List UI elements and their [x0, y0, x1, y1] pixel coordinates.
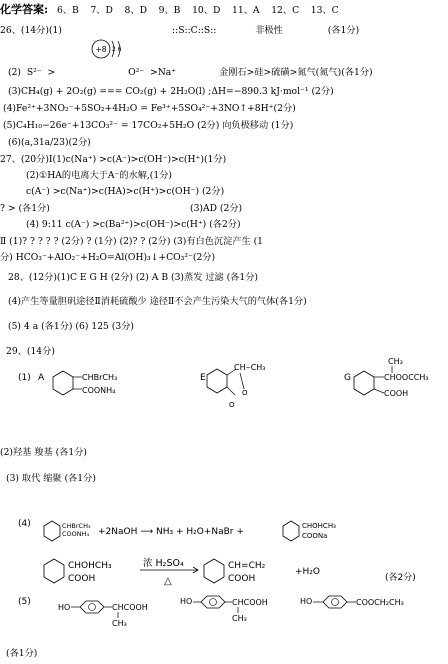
eq2-sub1: CHOHCH₃ — [68, 561, 112, 571]
choice-answers: 6、B 7、D 8、D 9、B 10、D 11、A 12、C 13、C — [56, 5, 339, 16]
q27-l5: (3)AD (2分) — [190, 203, 243, 214]
eq2-p1: CH=CH₂ — [228, 561, 266, 571]
eq2-sub2: COOH — [68, 574, 96, 584]
struct-a — [53, 371, 117, 395]
q26-p2 — [8, 67, 373, 79]
cs2-polarity: 非极性 — [255, 25, 283, 36]
q29-label5: (5) — [18, 597, 31, 607]
q26-p5: (5)C₄H₁₀−26e⁻+13CO₃²⁻ = 17CO₂+5H₂O (2分) 向负极移动 (1分) — [3, 120, 294, 131]
cs2-line — [172, 25, 359, 37]
s5b-left: HO — [180, 597, 193, 606]
eq1-sub2: COONH₄ — [62, 530, 90, 538]
struct-g-sub1: CH₃ — [388, 357, 403, 366]
struct-g-sub3: COOH — [384, 389, 409, 398]
eq2-reactant — [44, 559, 112, 584]
q28-l3: (5) 4 a (各1分) (6) 125 (3分) — [8, 321, 135, 332]
struct-g-sub2: CHOOCCH₃ — [384, 373, 429, 382]
q26-score1: (各1分) — [327, 25, 360, 36]
answer-header — [0, 4, 339, 17]
q29-structures — [0, 355, 448, 415]
struct-e — [207, 363, 266, 409]
q28-l2: (4)产生等量胆矾途径Ⅱ消耗硫酸少 途径Ⅱ不会产生污染大气的气体(各1分) — [8, 296, 307, 307]
q29-p3: (3) 取代 缩聚 (各1分) — [6, 473, 96, 484]
answer-title: 化学答案: — [0, 3, 49, 16]
s5b-ring — [201, 596, 225, 608]
eq1-sub1: CHBrCH₃ — [62, 522, 91, 530]
s5a-right: CHCOOH — [112, 603, 148, 612]
struct-a-sub1: CHBrCH₃ — [82, 373, 118, 382]
q29-equations — [0, 512, 448, 594]
struct-g-label: G — [344, 373, 351, 383]
q26-p2-b: O²⁻ >Na⁺ — [128, 67, 177, 78]
struct-g-ring — [354, 371, 374, 395]
s5c-left: HO — [300, 597, 313, 606]
eq2-plus-water: +H₂O — [295, 567, 321, 577]
q29-final-score: (各1分) — [6, 648, 38, 659]
q29-p2: (2)羟基 羧基 (各1分) — [0, 447, 87, 458]
struct-e-sub1: CH‒CH₃ — [234, 363, 266, 372]
q29-label4: (4) — [18, 519, 31, 529]
q27-l4: ? > (各1分) — [0, 203, 50, 214]
cs2-electron-formula: ::S::C::S:: — [172, 25, 217, 36]
eq1-product — [283, 521, 336, 541]
q28-l1: 28、(12分)(1)C E G H (2分) (2) A B (3)蒸发 过滤 (各1分) — [8, 272, 258, 283]
eq2-product — [204, 559, 266, 584]
struct-e-sub2: O — [242, 389, 248, 397]
nucleus-charge: +8 — [95, 45, 107, 54]
struct-a-label: A — [38, 373, 45, 383]
q27-l6: (4) 9:11 c(A⁻) >c(Ba²⁺)>c(OH⁻)>c(H⁺) (各2分) — [26, 219, 241, 230]
eq1-sub4: COONa — [302, 532, 328, 540]
eq2-score: (各2分) — [385, 573, 416, 583]
s5a-left: HO — [58, 603, 71, 612]
q26-p2-c: 金刚石>硅>硫磺>氮气(氮气)(各1分) — [219, 67, 373, 78]
s5a-ring — [80, 601, 104, 613]
q26-p4: (4)Fe²⁺+3NO₂⁻+5SO₂+4H₂O = Fe³⁺+5SO₄²⁻+3NO↑+8H⁺(2分) — [3, 103, 296, 114]
s5b-bottom: CH₃ — [232, 614, 247, 623]
eq1-reactant — [44, 521, 91, 541]
oxygen-atom-diagram — [90, 38, 130, 62]
s5b-right: CHCOOH — [232, 598, 268, 607]
s5c-right: COOCH₂CH₃ — [356, 598, 404, 607]
struct-e-label: E — [200, 373, 206, 383]
q27-l3: c(A⁻) >c(Na⁺)>c(HA)>c(H⁺)>c(OH⁻) (2分) — [26, 186, 225, 197]
struct-e-ring — [207, 369, 227, 393]
struct-a-ring — [53, 371, 73, 395]
s5a-bottom: CH₃ — [112, 619, 127, 628]
struct-e-sub3: O — [229, 401, 235, 409]
q26-p6: (6)(a,31a/23)(2分) — [8, 137, 91, 148]
q27-l2: (2)①HA的电离大于A⁻的水解,(1分) — [26, 170, 173, 181]
eq2-heat-icon: △ — [164, 576, 172, 587]
eq1-middle: +2NaOH ⟶ NH₃ + H₂O+NaBr + — [98, 527, 244, 537]
q27-l8: 分) HCO₃⁻+AlO₂⁻+H₂O=Al(OH)₃↓+CO₃²⁻(2分) — [0, 252, 216, 263]
q27-l1: 27、(20分)Ⅰ(1)c(Na⁺) >c(A⁻)>c(OH⁻)>c(H⁺)(1分) — [0, 154, 227, 165]
q29-head: 29、(14分) — [6, 346, 55, 357]
shell-electrons: 2 6 — [112, 46, 122, 53]
eq2-p2: COOH — [228, 574, 256, 584]
struct-a-sub2: COONH₄ — [82, 386, 116, 395]
struct-g — [354, 357, 429, 398]
s5c-ring — [323, 596, 347, 608]
q26-p3: (3)CH₄(g) + 2O₂(g) === CO₂(g) + 2H₂O(l) ;ΔH=−890.3 kJ·mol⁻¹ (2分) — [8, 86, 334, 97]
q26-head: 26、(14分)(1) — [0, 25, 62, 36]
q26-p2-a: (2) S²⁻ > — [8, 67, 56, 78]
eq2-condition: 浓 H₂SO₄ — [143, 558, 184, 569]
q27-l7: Ⅱ (1)? ? ? ? ? (2分) ? (1分) (2)? ? (2分) (3)有白色沉淀产生 (1 — [0, 236, 264, 247]
q29-label1: (1) — [18, 373, 31, 383]
eq1-sub3: CHOHCH₃ — [302, 522, 336, 530]
q29-s5 — [0, 594, 448, 634]
